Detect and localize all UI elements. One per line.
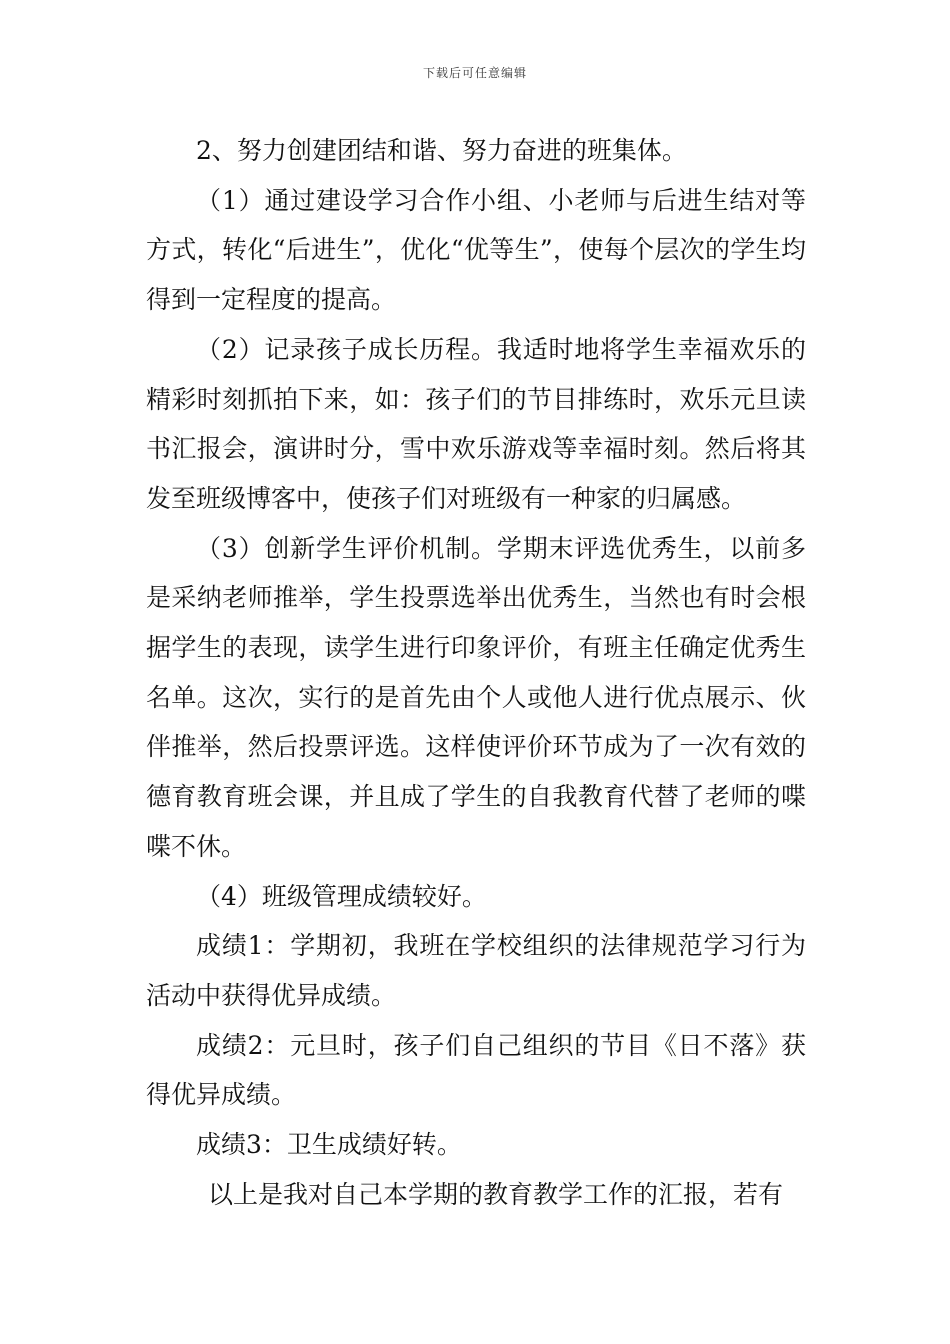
- achievement-2: 成绩2：元旦时，孩子们自己组织的节目《日不落》获得优异成绩。: [146, 1030, 806, 1110]
- achievement-1: 成绩1：学期初，我班在学校组织的法律规范学习行为活动中获得优异成绩。: [146, 931, 806, 1010]
- section-heading: 2、努力创建团结和谐、努力奋进的班集体。: [196, 136, 687, 165]
- document-body: [146, 126, 806, 1219]
- closing-paragraph: 以上是我对自己本学期的教育教学工作的汇报，若有: [208, 1179, 784, 1209]
- paragraph-2: （2）记录孩子成长历程。我适时地将学生幸福欢乐的精彩时刻抓拍下来，如：孩子们的节目排练时，欢乐元旦读书汇报会，演讲时分，雪中欢乐游戏等幸福时刻。然后将其发至班级博客中，使孩子们对班级有一种家的归属感。: [146, 334, 806, 513]
- paragraph-1: （1）通过建设学习合作小组、小老师与后进生结对等方式，转化“后进生”，优化“优等生”，使每个层次的学生均得到一定程度的提高。: [146, 185, 806, 315]
- paragraph-4: （4）班级管理成绩较好。: [196, 881, 487, 911]
- page-header-note: 下载后可任意编辑: [422, 66, 527, 80]
- achievement-3: 成绩3：卫生成绩好转。: [196, 1130, 462, 1160]
- paragraph-3: （3）创新学生评价机制。学期末评选优秀生，以前多是采纳老师推举，学生投票选举出优秀生，当然也有时会根据学生的表现，读学生进行印象评价，有班主任确定优秀生名单。这次，实行的是首先由个人或他人进行优点展示、伙伴推举，然后投票评选。这样使评价环节成为了一次有效的德育教育班会课，并且成了学生的自我教育代替了老师的喋喋不休。: [146, 533, 806, 861]
